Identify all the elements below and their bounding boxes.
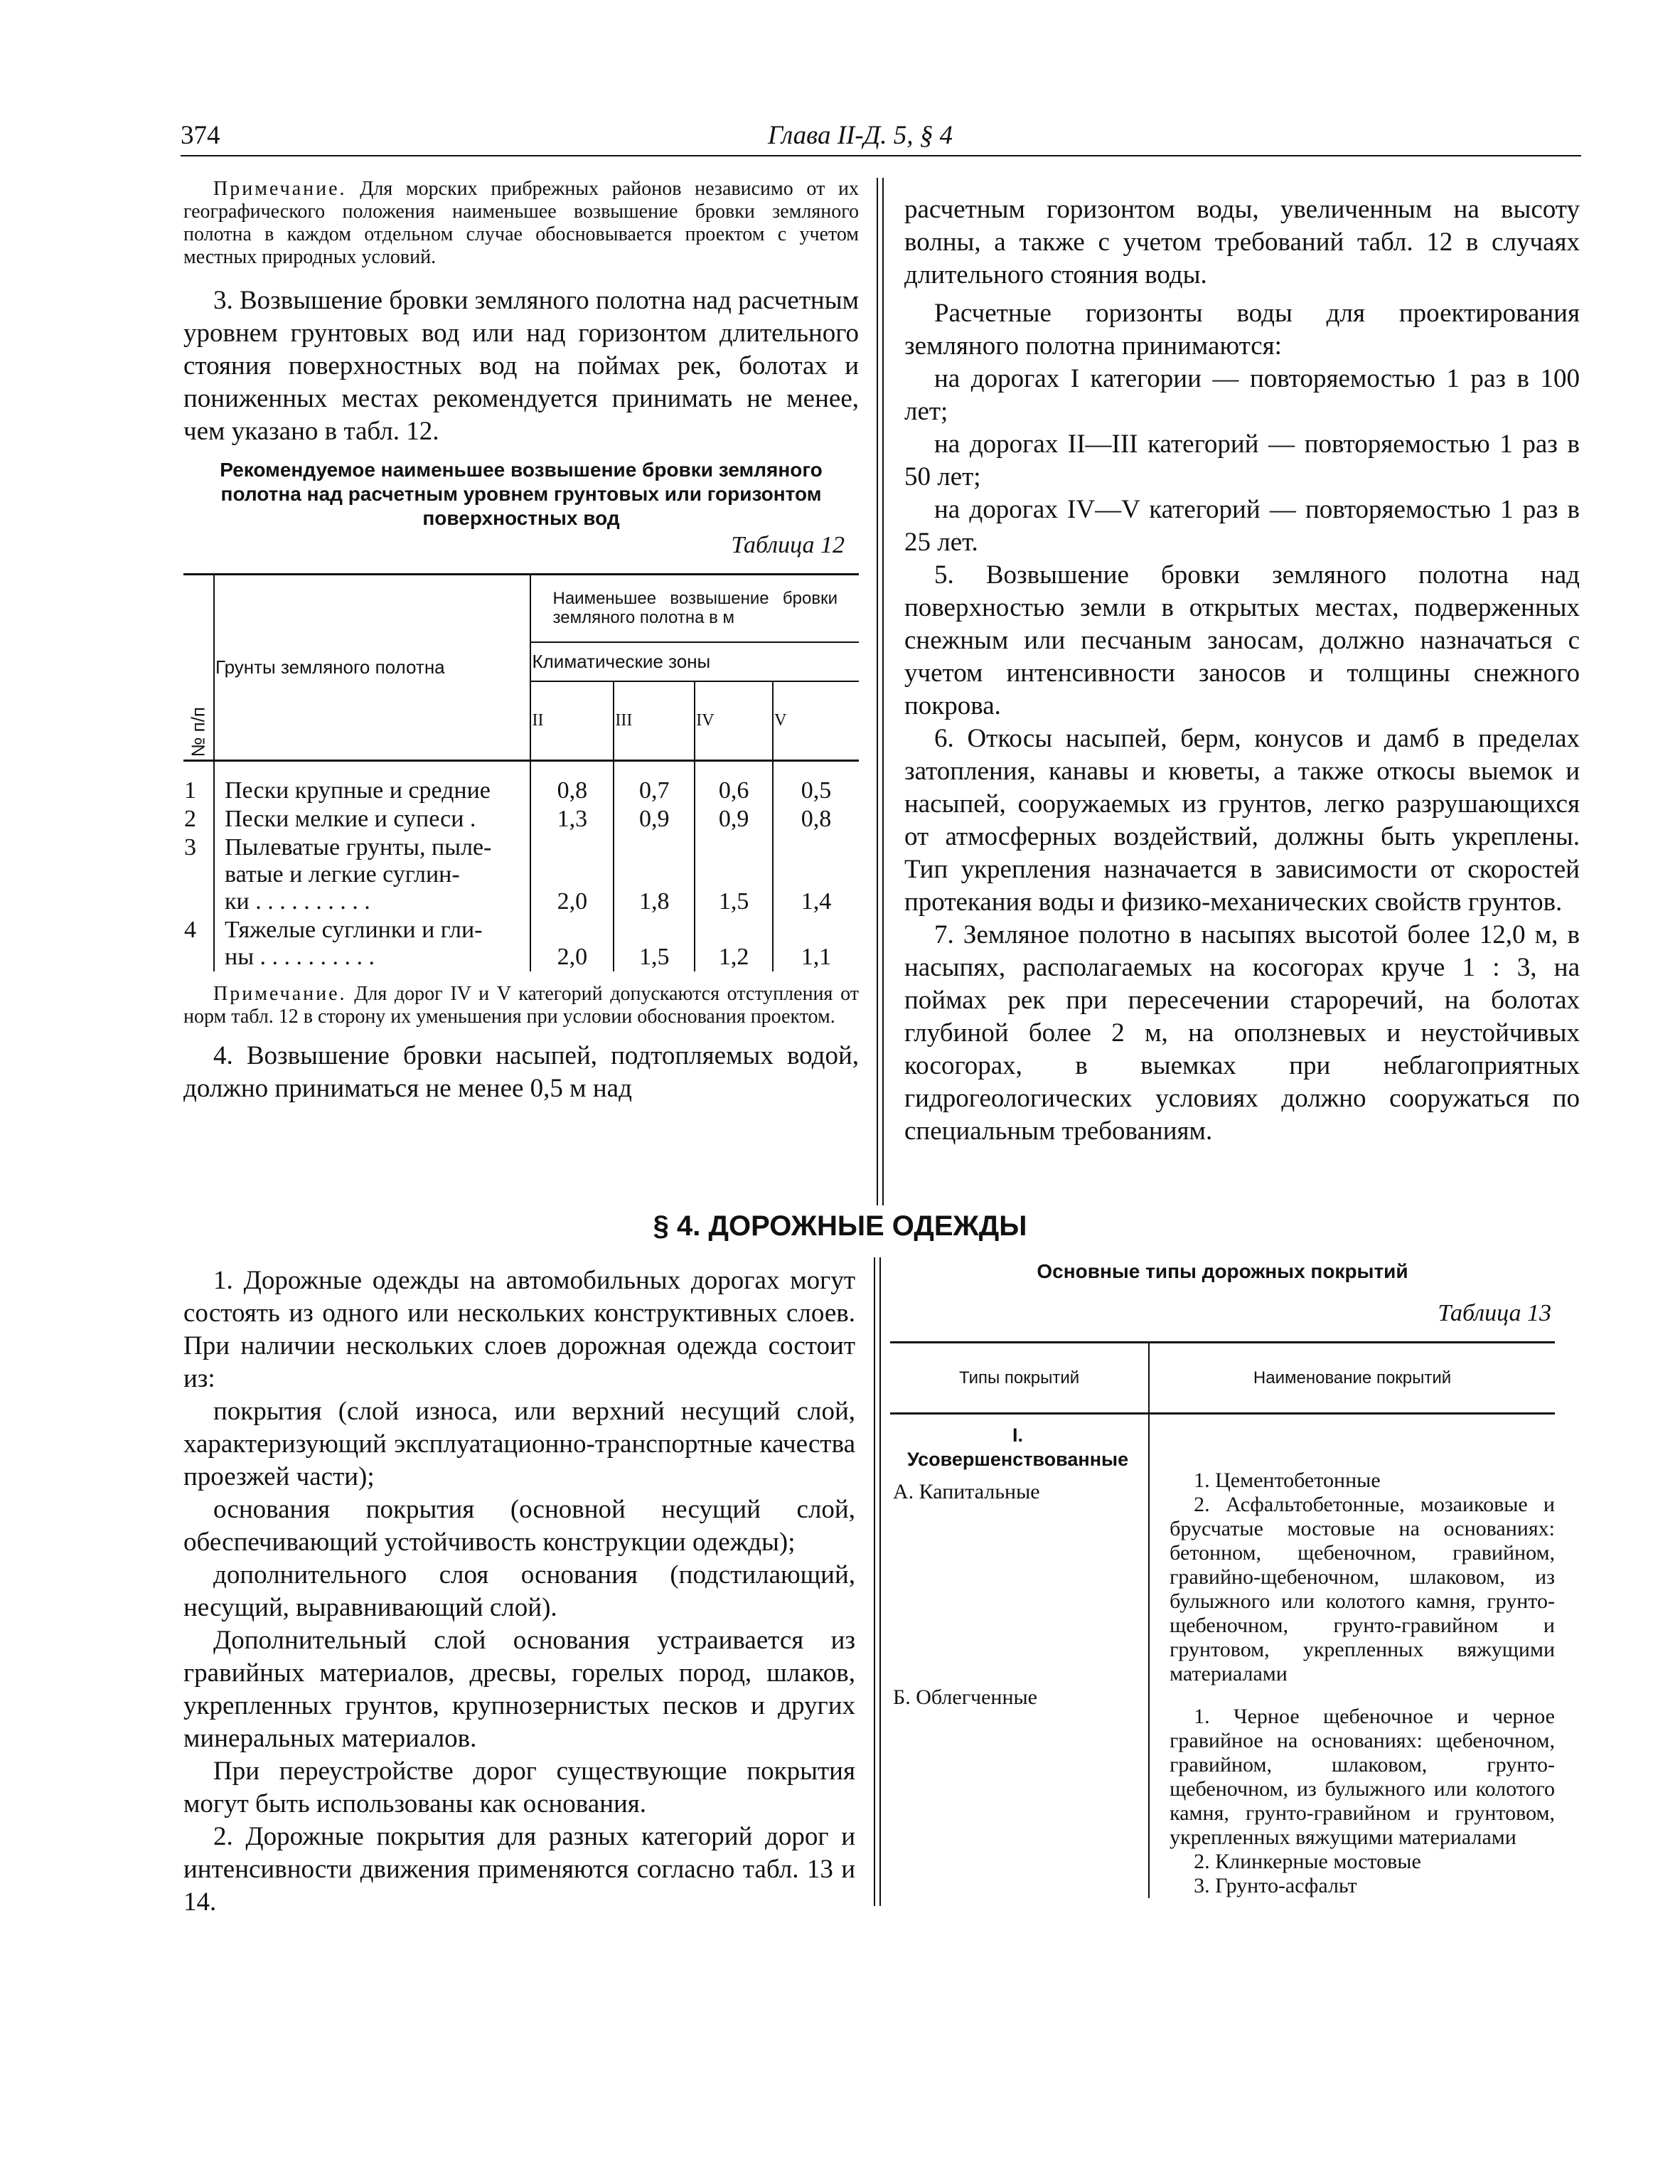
row-value: 1,1	[801, 943, 832, 970]
row-value: 0,8	[530, 761, 614, 805]
table-12-zone-ii: II	[530, 681, 614, 761]
table-row	[183, 761, 859, 805]
table-13-type-a: А. Капитальные	[893, 1480, 1040, 1503]
row-value: 0,6	[695, 761, 773, 805]
table-12-col-soil: Грунты земляного полотна	[214, 575, 530, 761]
left-bottom-paragraph-1: 1. Дорожные одежды на автомобильных дорогах могут состоять из одного или нескольких конструктивных слоев. При наличии нескольких слоев дорожная одежда состоит из:	[183, 1266, 855, 1393]
list-item: 2. Клинкерные мостовые	[1194, 1850, 1421, 1873]
list-item: 2. Асфальтобетонные, мозаиковые и брусчатые мостовые на основаниях: бетонном, щебеночном, гравийном, гравийно-щебеночном, шлаковом, из булыжного или колотого камня, грунто-щебеночном, грунто-гравийном и грунтовом, укрепленных вяжущими материалами	[1170, 1493, 1555, 1685]
row-name: Пески крупные и средние	[214, 761, 530, 805]
row-name-line: Тяжелые суглинки и гли-	[225, 916, 483, 943]
table-12-col-zones: Климатические зоны	[530, 642, 859, 681]
right-column-bottom	[890, 1259, 1555, 1898]
note-1	[183, 178, 859, 269]
row-name: Пески мелкие и супеси .	[214, 805, 530, 833]
header-rule	[181, 155, 1581, 156]
row-num	[183, 833, 214, 916]
right-paragraph-5: на дорогах IV—V категорий — повторяемостью 1 раз в 25 лет.	[904, 495, 1580, 557]
table-13-names-cell	[1149, 1414, 1555, 1899]
note-2-label: Примечание.	[213, 982, 347, 1005]
table-row	[183, 805, 859, 833]
row-name-line: ки . . . . . . . . . .	[225, 888, 370, 915]
table-12-zone-v: V	[773, 681, 859, 761]
right-paragraph-8: 7. Земляное полотно в насыпях высотой более 12,0 м, в насыпях, располагаемых на косогорах круче 1 : 3, на поймах рек при пересечении староречий, на болотах глубиной более 2 м, на оползневых и неустойчивых косогорах, в выемках при неблагоприятных гидрогеологических условиях должно сооружаться по специальным требованиям.	[904, 920, 1580, 1146]
list-item: 1. Черное щебеночное и черное гравийное на основаниях: щебеночном, гравийном, шлаковом, грунто-щебеночном, из булыжного или колотого камня, грунто-гравийном и грунтовом, укрепленных вяжущими материалами	[1170, 1705, 1555, 1849]
table-12-zone-iii: III	[614, 681, 695, 761]
row-num-text: 3	[184, 833, 196, 861]
row-value: 2,0	[530, 833, 614, 916]
row-name-line: ватые и легкие суглин-	[225, 861, 460, 888]
table-row	[183, 833, 859, 916]
right-paragraph-3: на дорогах I категории — повторяемостью 1 раз в 100 лет;	[904, 364, 1580, 426]
row-name-line: ны . . . . . . . . . .	[225, 943, 375, 970]
table-12-col-num-label: № п/п	[187, 707, 209, 757]
table-13-col-type: Типы покрытий	[890, 1343, 1149, 1414]
row-value: 1,2	[695, 916, 773, 971]
left-bottom-paragraph-4: дополнительного слоя основания (подстилающий, несущий, выравнивающий слой).	[183, 1560, 855, 1622]
row-value: 0,5	[801, 777, 832, 804]
left-bottom-paragraph-3: основания покрытия (основной несущий слой, обеспечивающий устойчивость конструкции одежды);	[183, 1495, 855, 1557]
table-row	[183, 916, 859, 971]
left-bottom-paragraph-5: Дополнительный слой основания устраивается из гравийных материалов, дресвы, горелых пород, шлаков, укрепленных грунтов, крупнозернистых песков и других минеральных материалов.	[183, 1626, 855, 1753]
left-bottom-paragraph-7: 2. Дорожные покрытия для разных категорий дорог и интенсивности движения применяются согласно табл. 13 и 14.	[183, 1822, 855, 1917]
row-num: 1	[183, 761, 214, 805]
row-num: 2	[183, 805, 214, 833]
row-value: 0,7	[614, 761, 695, 805]
table-13-title: Основные типы дорожных покрытий	[1037, 1260, 1408, 1282]
column-divider-upper-b	[882, 178, 884, 1205]
table-12-title: Рекомендуемое наименьшее возвышение бровки земляного полотна над расчетным уровнем грунтовых или горизонтом поверхностных вод	[220, 459, 823, 529]
row-value: 0,9	[614, 805, 695, 833]
paragraph-4: 4. Возвышение бровки насыпей, подтопляемых водой, должно приниматься не менее 0,5 м над	[183, 1040, 859, 1103]
left-column-bottom	[183, 1264, 855, 1919]
right-paragraph-4: на дорогах II—III категорий — повторяемостью 1 раз в 50 лет;	[904, 430, 1580, 491]
row-value: 1,4	[801, 888, 832, 915]
row-value: 0,9	[695, 805, 773, 833]
right-column-top	[904, 193, 1580, 1148]
column-divider-lower-b	[879, 1257, 881, 1906]
note-2	[183, 983, 859, 1028]
table-12-zone-iv: IV	[695, 681, 773, 761]
row-num	[183, 916, 214, 971]
row-num-text: 4	[184, 916, 196, 943]
right-paragraph-1: расчетным горизонтом воды, увеличенным на высоту волны, а также с учетом требований табл. 12 в случаях длительного стояния воды.	[904, 195, 1580, 289]
row-name	[214, 833, 530, 916]
note-1-label: Примечание.	[213, 178, 347, 200]
table-13-types-cell	[890, 1414, 1149, 1899]
row-value: 1,3	[530, 805, 614, 833]
list-item: 1. Цементобетонные	[1194, 1469, 1381, 1492]
left-column-top	[183, 178, 859, 1114]
note-1-text: Для морских прибрежных районов независимо от их географического положения наименьшее возвышение бровки земляного полотна в каждом отдельном случае обосновывается проектом с учетом местных природных условий.	[183, 178, 859, 268]
row-name	[214, 916, 530, 971]
list-item: 3. Грунто-асфальт	[1194, 1874, 1357, 1897]
column-divider-lower-a	[874, 1257, 875, 1906]
table-13-type-b: Б. Облегченные	[893, 1685, 1037, 1709]
column-divider-upper-a	[877, 178, 878, 1205]
right-paragraph-6: 5. Возвышение бровки земляного полотна над поверхностью земли в открытых местах, подверженных снежным или песчаным заносам, должно назначаться с учетом интенсивности заносов и толщины снежного покрова.	[904, 560, 1580, 720]
row-value: 1,5	[695, 833, 773, 916]
left-bottom-paragraph-2: покрытия (слой износа, или верхний несущий слой, характеризующий эксплуатационно-транспортные качества проезжей части);	[183, 1397, 855, 1491]
table-13-col-name: Наименование покрытий	[1149, 1343, 1555, 1414]
row-value: 0,8	[801, 805, 832, 832]
row-value: 2,0	[530, 916, 614, 971]
table-12-col-group: Наименьшее возвышение бровки земляного полотна в м	[530, 575, 859, 642]
table-12	[183, 573, 859, 971]
section-title: § 4. ДОРОЖНЫЕ ОДЕЖДЫ	[653, 1210, 1027, 1242]
table-13-header-row	[890, 1343, 1555, 1414]
table-13-group-1: I. Усовершенствованные	[907, 1424, 1129, 1470]
table-12-caption: Таблица 12	[731, 532, 845, 558]
right-paragraph-7: 6. Откосы насыпей, берм, конусов и дамб в пределах затопления, канавы и кюветы, а также откосы выемок и насыпей, сооружаемых из грунтов, легко разрушающихся от атмосферных воздействий, должны быть укреплены. Тип укрепления назначается в зависимости от скоростей протекания воды и физико-механических свойств грунтов.	[904, 724, 1580, 917]
row-value: 1,5	[614, 916, 695, 971]
table-13	[890, 1341, 1555, 1898]
page-number: 374	[181, 121, 220, 150]
row-name-line: Пылеватые грунты, пыле-	[225, 833, 492, 861]
table-12-col-num	[183, 575, 214, 761]
note-2-text: Для дорог IV и V категорий допускаются отступления от норм табл. 12 в сторону их уменьшения при условии обоснования проектом.	[183, 982, 859, 1028]
running-title: Глава II-Д. 5, § 4	[768, 121, 953, 150]
table-13-caption: Таблица 13	[1438, 1300, 1551, 1326]
table-row	[890, 1414, 1555, 1899]
table-12-header-row-1	[183, 575, 859, 642]
left-bottom-paragraph-6: При переустройстве дорог существующие покрытия могут быть использованы как основания.	[183, 1757, 855, 1818]
right-paragraph-2: Расчетные горизонты воды для проектирования земляного полотна принимаются:	[904, 299, 1580, 361]
row-value: 1,8	[614, 833, 695, 916]
paragraph-3: 3. Возвышение бровки земляного полотна над расчетным уровнем грунтовых вод или над горизонтом длительного стояния поверхностных вод на поймах рек, болотах и пониженных местах рекомендуется принимать не менее, чем указано в табл. 12.	[183, 286, 859, 446]
